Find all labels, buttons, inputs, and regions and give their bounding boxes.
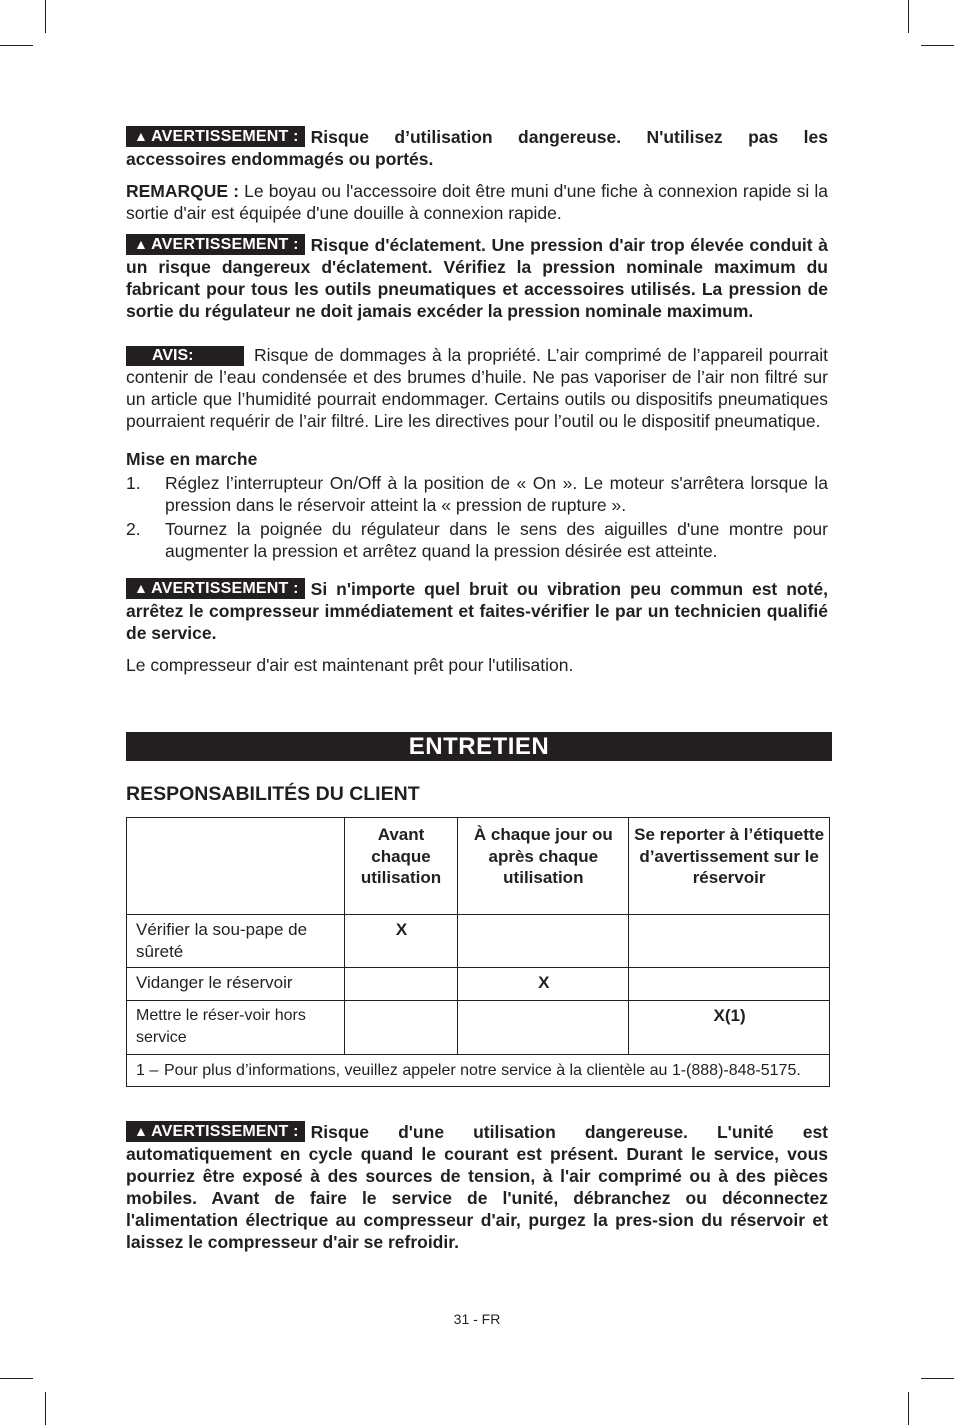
table-cell: X bbox=[344, 915, 458, 968]
maintenance-table bbox=[126, 817, 830, 1087]
table-cell: X bbox=[458, 968, 629, 1001]
warning-triangle-icon: ▲ bbox=[134, 236, 149, 252]
table-cell: X(1) bbox=[629, 1001, 830, 1055]
table-cell-task: Mettre le réser-voir hors service bbox=[127, 1001, 345, 1055]
table-cell bbox=[458, 1001, 629, 1055]
startup-heading: Mise en marche bbox=[126, 449, 258, 469]
table-row bbox=[127, 915, 830, 968]
warning-badge: ▲ AVERTISSEMENT : bbox=[126, 1121, 305, 1142]
table-row bbox=[127, 968, 830, 1001]
crop-mark bbox=[921, 1378, 954, 1379]
warning-accessories bbox=[126, 126, 828, 170]
crop-mark bbox=[921, 45, 954, 46]
warning-triangle-icon: ▲ bbox=[134, 580, 149, 596]
table-footnote-row bbox=[127, 1055, 830, 1087]
subsection-title: RESPONSABILITÉS DU CLIENT bbox=[126, 783, 420, 805]
warning-text: Risque d'une utilisation dangereuse. L'unité est automatiquement en cycle quand le courant est présent. Durant le service, vous pourriez être exposé à des sources de tension, à l'air comprimé ou à des pièces mobiles. Avant de faire le service de l'unité, débranchez ou déconnectez l'alimentation électrique au compresseur d'air, purgez la pres-sion du réservoir et laissez le compresseur d'air se refroidir. bbox=[126, 1122, 828, 1252]
crop-mark bbox=[0, 45, 33, 46]
list-item: 2. Tournez la poignée du régulateur dans le sens des aiguilles d'une montre pour augmenter la pression et arrêtez quand la pression désirée est atteinte. bbox=[126, 519, 828, 561]
table-footnote bbox=[127, 1055, 830, 1087]
crop-mark bbox=[45, 0, 46, 33]
warning-service bbox=[126, 1121, 828, 1253]
warning-triangle-icon: ▲ bbox=[134, 128, 149, 144]
table-cell bbox=[629, 968, 830, 1001]
table-header-row bbox=[127, 818, 830, 915]
avis-text: Risque de dommages à la propriété. L’air comprimé de l’appareil pourrait contenir de l’eau condensée et des brumes d’huile. Ne pas vaporiser de l’air non filtré sur un article que l’humidité pourrait endommager. Certains outils ou dispositifs pneumatiques pourraient requérir de l’air filtré. Lire les directives pour l’outil ou le dispositif pneumatique. bbox=[126, 345, 828, 431]
table-header: Avant chaque utilisation bbox=[344, 818, 458, 915]
warning-text: Risque d'éclatement. Une pression d'air trop élevée conduit à un risque dangereux d'éclatement. Vérifiez la pression nominale maximum du fabricant pour tous les outils pneumatiques et accessoires utilisés. La pression de sortie du régulateur ne doit jamais excéder la pression nominale maximum. bbox=[126, 235, 828, 321]
list-item: 1. Réglez l’interrupteur On/Off à la position de « On ». Le moteur s'arrêtera lorsque la pression dans le réservoir atteint la « pression de rupture ». bbox=[126, 473, 828, 515]
crop-mark bbox=[0, 1378, 33, 1379]
table-cell bbox=[629, 915, 830, 968]
warning-text: Si n'importe quel bruit ou vibration peu commun est noté, arrêtez le compresseur immédiatement et faites-vérifier le par un technicien qualifié de service. bbox=[126, 579, 828, 643]
warning-triangle-icon: ▲ bbox=[134, 1123, 149, 1139]
table-header: Se reporter à l’étiquette d’avertissement sur le réservoir bbox=[629, 818, 830, 915]
table-header bbox=[127, 818, 345, 915]
warning-badge: ▲ AVERTISSEMENT : bbox=[126, 126, 305, 147]
crop-mark bbox=[908, 1392, 909, 1425]
remarque-note bbox=[126, 180, 828, 224]
page-number: 31 - FR bbox=[453, 1311, 501, 1327]
remarque-text: Le boyau ou l'accessoire doit être muni d'une fiche à connexion rapide si la sortie d'air est équipée d'une douille à connexion rapide. bbox=[126, 181, 828, 223]
table-cell-task: Vidanger le réservoir bbox=[127, 968, 345, 1001]
crop-mark bbox=[45, 1392, 46, 1425]
avis-badge: AVIS: bbox=[126, 346, 244, 366]
table-cell bbox=[344, 968, 458, 1001]
remarque-label: REMARQUE : bbox=[126, 181, 240, 201]
table-row bbox=[127, 1001, 830, 1055]
warning-text: Risque d’utilisation dangereuse. N'utilisez pas les accessoires endommagés ou portés. bbox=[126, 127, 828, 169]
startup-steps bbox=[126, 472, 828, 562]
warning-burst bbox=[126, 234, 828, 322]
avis-notice bbox=[126, 344, 828, 432]
table-cell bbox=[344, 1001, 458, 1055]
warning-noise bbox=[126, 578, 828, 644]
footnote-text: Pour plus d’informations, veuillez appeler notre service à la clientèle au 1-(888)-848-5175. bbox=[164, 1062, 801, 1079]
table-cell-task: Vérifier la sou-pape de sûreté bbox=[127, 915, 345, 968]
table-header: À chaque jour ou après chaque utilisation bbox=[458, 818, 629, 915]
crop-mark bbox=[908, 0, 909, 33]
footnote-marker: 1 – bbox=[136, 1062, 159, 1079]
table-cell bbox=[458, 915, 629, 968]
section-title: ENTRETIEN bbox=[126, 732, 832, 761]
ready-text: Le compresseur d'air est maintenant prêt pour l'utilisation. bbox=[126, 655, 574, 675]
warning-badge: ▲ AVERTISSEMENT : bbox=[126, 234, 305, 255]
main-content bbox=[126, 126, 828, 686]
warning-badge: ▲ AVERTISSEMENT : bbox=[126, 578, 305, 599]
